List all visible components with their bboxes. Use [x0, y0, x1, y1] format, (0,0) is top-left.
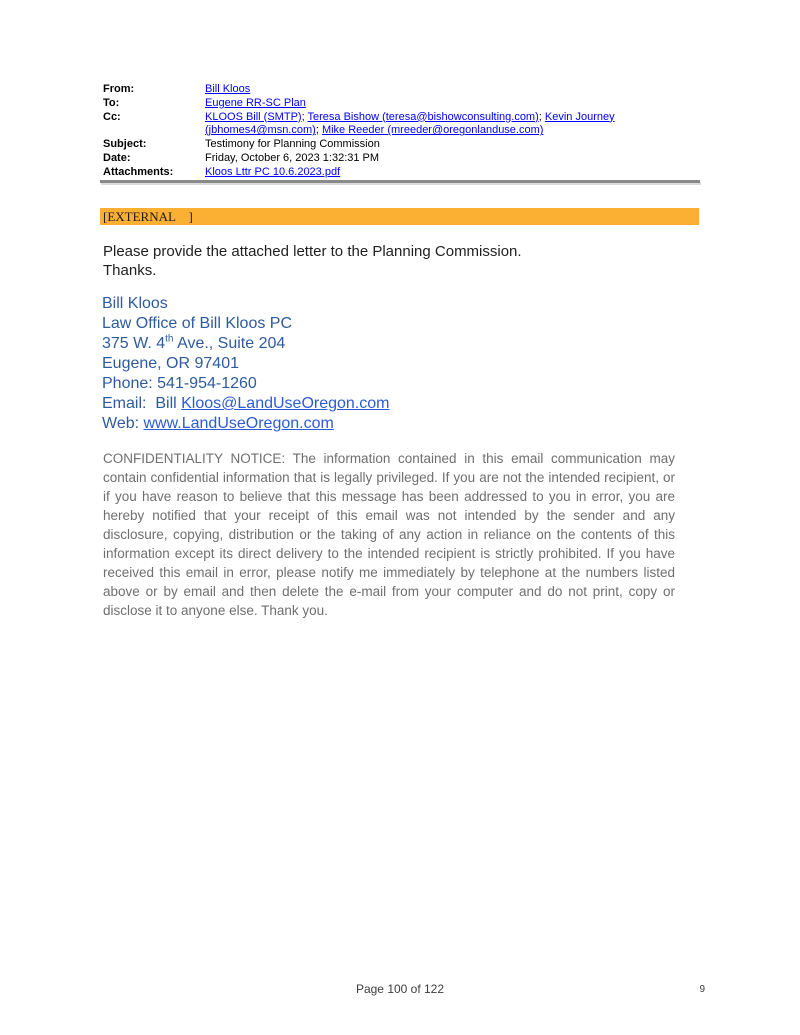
- cc-recipient-link[interactable]: Mike Reeder (mreeder@oregonlanduse.com): [321, 124, 544, 137]
- email-header-block: [103, 83, 700, 180]
- body-line-1: Please provide the attached letter to the Planning Commission.: [103, 243, 522, 260]
- from-sender-link[interactable]: Bill Kloos: [205, 83, 251, 95]
- footer-page-number: 9: [699, 984, 705, 995]
- subject-label: Subject:: [103, 138, 147, 151]
- cc-separator: ;: [315, 124, 322, 137]
- attachments-label: Attachments:: [103, 165, 174, 178]
- date-value: Friday, October 6, 2023 1:32:31 PM: [205, 151, 380, 164]
- signature-name: Bill Kloos: [102, 295, 168, 312]
- signature-phone: Phone: 541-954-1260: [102, 375, 257, 392]
- to-recipient-link[interactable]: Eugene RR-SC Plan: [205, 96, 306, 109]
- cc-recipient-link[interactable]: Teresa Bishow (teresa@bishowconsulting.com): [307, 110, 539, 123]
- attachment-file-link[interactable]: Kloos Lttr PC 10.6.2023.pdf: [205, 165, 341, 178]
- header-row-date: [103, 152, 700, 166]
- signature-web-line: [102, 414, 389, 434]
- cc-label: Cc:: [103, 110, 121, 123]
- header-row-cc: [103, 111, 700, 139]
- to-label: To:: [103, 96, 120, 109]
- message-body: [103, 243, 683, 280]
- signature-email-link[interactable]: Kloos@LandUseOregon.com: [181, 395, 390, 412]
- signature-city: Eugene, OR 97401: [102, 355, 239, 372]
- cc-separator: ;: [538, 110, 545, 123]
- to-value: [205, 97, 700, 111]
- cc-recipient-link[interactable]: KLOOS Bill (SMTP): [205, 110, 302, 123]
- header-divider-rule: [100, 180, 700, 183]
- footer-page-label: Page 100 of 122: [355, 982, 445, 996]
- header-row-subject: [103, 138, 700, 152]
- from-label: From:: [103, 83, 135, 95]
- signature-firm: Law Office of Bill Kloos PC: [102, 315, 293, 332]
- date-label: Date:: [103, 151, 131, 164]
- signature-web-prefix: Web:: [102, 415, 144, 432]
- signature-address-superscript: th: [165, 333, 174, 345]
- external-warning-banner: [EXTERNAL ]: [100, 208, 699, 225]
- subject-value: Testimony for Planning Commission: [205, 138, 380, 151]
- header-row-to: [103, 97, 700, 111]
- header-row-from: [103, 83, 700, 97]
- cc-recipient-link[interactable]: Kevin Journey (jbhomes4@msn.com): [205, 110, 615, 137]
- signature-email-line: [102, 394, 389, 414]
- signature-website-link[interactable]: www.LandUseOregon.com: [143, 415, 334, 432]
- signature-address-pre: 375 W. 4: [102, 335, 166, 352]
- cc-value: [205, 111, 700, 139]
- signature-address-post: Ave., Suite 204: [173, 335, 286, 352]
- from-value: [205, 83, 700, 97]
- confidentiality-notice: CONFIDENTIALITY NOTICE: The information contained in this email communication may contain confidential information that is legally privileged. If you are not the intended recipient, or if you have reason to believe that this message has been addressed to you in error, you are hereby notified that your receipt of this email was not intended by the sender and any disclosure, copying, distribution or the taking of any action in reliance on the contents of this information except its direct delivery to the intended recipient is strictly prohibited. If you have received this email in error, please notify me immediately by telephone at the numbers listed above or by email and then delete the e-mail from your computer and do not print, copy or disclose it to anyone else. Thank you.: [103, 451, 675, 618]
- signature-email-prefix: Email: Bill: [102, 395, 182, 412]
- signature-address: [102, 334, 389, 354]
- attachments-value: [205, 166, 700, 180]
- header-row-attachments: [103, 166, 700, 180]
- cc-separator: ;: [301, 110, 308, 123]
- body-line-2: Thanks.: [103, 261, 157, 279]
- signature-block: [102, 294, 389, 434]
